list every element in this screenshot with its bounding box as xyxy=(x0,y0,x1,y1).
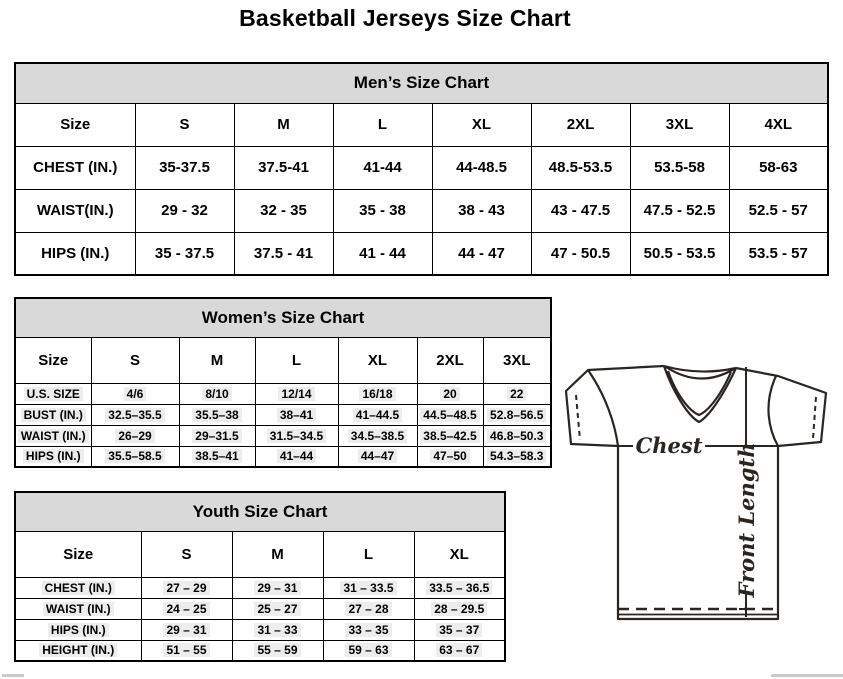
cell: 52.8–56.5 xyxy=(483,404,551,425)
table-row xyxy=(15,189,828,232)
row-label: HEIGHT (IN.) xyxy=(15,640,141,661)
cell: 24 – 25 xyxy=(141,598,232,619)
col-header: S xyxy=(91,337,179,383)
cell: 46.8–50.3 xyxy=(483,425,551,446)
cell: 16/18 xyxy=(338,383,417,404)
cell: 26–29 xyxy=(91,425,179,446)
table-row xyxy=(15,446,551,467)
col-header: L xyxy=(333,103,432,146)
cell: 37.5-41 xyxy=(234,146,333,189)
row-label: CHEST (IN.) xyxy=(15,577,141,598)
cell: 37.5 - 41 xyxy=(234,232,333,275)
table-row xyxy=(15,404,551,425)
cell: 53.5 - 57 xyxy=(729,232,828,275)
cell: 25 – 27 xyxy=(232,598,323,619)
cell: 47–50 xyxy=(417,446,483,467)
cell: 41 - 44 xyxy=(333,232,432,275)
cell: 38 - 43 xyxy=(432,189,531,232)
womens-size-header-row xyxy=(15,337,551,383)
cell: 43 - 47.5 xyxy=(531,189,630,232)
row-label: WAIST (IN.) xyxy=(15,425,91,446)
cell: 32 - 35 xyxy=(234,189,333,232)
womens-table-title: Women’s Size Chart xyxy=(15,298,551,337)
cell: 54.3–58.3 xyxy=(483,446,551,467)
col-header: S xyxy=(135,103,234,146)
cell: 35.5–38 xyxy=(179,404,255,425)
col-header: XL xyxy=(338,337,417,383)
womens-table-title-row xyxy=(15,298,551,337)
col-header: Size xyxy=(15,337,91,383)
cell: 55 – 59 xyxy=(232,640,323,661)
cell: 31 – 33 xyxy=(232,619,323,640)
row-label: CHEST (IN.) xyxy=(15,146,135,189)
cell: 35 - 37.5 xyxy=(135,232,234,275)
youth-table-title-row xyxy=(15,492,505,531)
cell: 29 – 31 xyxy=(232,577,323,598)
cell: 38.5–42.5 xyxy=(417,425,483,446)
cell: 51 – 55 xyxy=(141,640,232,661)
cell: 33 – 35 xyxy=(323,619,414,640)
col-header: Size xyxy=(15,531,141,577)
col-header: L xyxy=(255,337,338,383)
col-header: M xyxy=(232,531,323,577)
mens-size-header-row xyxy=(15,103,828,146)
scrollbar-fragment-left xyxy=(2,674,24,677)
col-header: 2XL xyxy=(531,103,630,146)
col-header: XL xyxy=(414,531,505,577)
row-label: HIPS (IN.) xyxy=(15,619,141,640)
col-header: XL xyxy=(432,103,531,146)
cell: 34.5–38.5 xyxy=(338,425,417,446)
cell: 44 - 47 xyxy=(432,232,531,275)
cell: 27 – 28 xyxy=(323,598,414,619)
table-row xyxy=(15,383,551,404)
cell: 20 xyxy=(417,383,483,404)
chest-measure-label: Chest xyxy=(635,433,703,458)
cell: 8/10 xyxy=(179,383,255,404)
cell: 29–31.5 xyxy=(179,425,255,446)
cell: 52.5 - 57 xyxy=(729,189,828,232)
cell: 47 - 50.5 xyxy=(531,232,630,275)
cell: 44-48.5 xyxy=(432,146,531,189)
front-length-measure-label: Front Length xyxy=(734,442,759,598)
mens-size-chart-table xyxy=(14,62,829,276)
table-row xyxy=(15,425,551,446)
mens-table-title: Men’s Size Chart xyxy=(15,63,828,103)
cell: 31 – 33.5 xyxy=(323,577,414,598)
cell: 35 - 38 xyxy=(333,189,432,232)
cell: 48.5-53.5 xyxy=(531,146,630,189)
cell: 50.5 - 53.5 xyxy=(630,232,729,275)
table-row xyxy=(15,598,505,619)
cell: 53.5-58 xyxy=(630,146,729,189)
row-label: HIPS (IN.) xyxy=(15,446,91,467)
cell: 44–47 xyxy=(338,446,417,467)
cell: 44.5–48.5 xyxy=(417,404,483,425)
cell: 22 xyxy=(483,383,551,404)
cell: 41-44 xyxy=(333,146,432,189)
cell: 58-63 xyxy=(729,146,828,189)
scrollbar-fragment-right xyxy=(771,674,843,677)
table-row xyxy=(15,577,505,598)
table-row xyxy=(15,619,505,640)
col-header: Size xyxy=(15,103,135,146)
cell: 28 – 29.5 xyxy=(414,598,505,619)
cell: 4/6 xyxy=(91,383,179,404)
cell: 35 – 37 xyxy=(414,619,505,640)
table-row xyxy=(15,640,505,661)
jersey-outline xyxy=(566,366,826,619)
row-label: U.S. SIZE xyxy=(15,383,91,404)
cell: 38.5–41 xyxy=(179,446,255,467)
row-label: WAIST(IN.) xyxy=(15,189,135,232)
row-label: BUST (IN.) xyxy=(15,404,91,425)
col-header: M xyxy=(234,103,333,146)
mens-table-title-row xyxy=(15,63,828,103)
youth-size-chart-table xyxy=(14,491,506,662)
table-row xyxy=(15,232,828,275)
cell: 29 - 32 xyxy=(135,189,234,232)
col-header: 3XL xyxy=(483,337,551,383)
womens-size-chart-table xyxy=(14,297,552,468)
col-header: 2XL xyxy=(417,337,483,383)
cell: 35.5–58.5 xyxy=(91,446,179,467)
cell: 27 – 29 xyxy=(141,577,232,598)
cell: 47.5 - 52.5 xyxy=(630,189,729,232)
cell: 31.5–34.5 xyxy=(255,425,338,446)
cell: 41–44.5 xyxy=(338,404,417,425)
jersey-diagram xyxy=(556,358,843,628)
cell: 59 – 63 xyxy=(323,640,414,661)
cell: 29 – 31 xyxy=(141,619,232,640)
col-header: L xyxy=(323,531,414,577)
col-header: 3XL xyxy=(630,103,729,146)
cell: 33.5 – 36.5 xyxy=(414,577,505,598)
row-label: HIPS (IN.) xyxy=(15,232,135,275)
page-title: Basketball Jerseys Size Chart xyxy=(239,5,571,31)
row-label: WAIST (IN.) xyxy=(15,598,141,619)
youth-size-header-row xyxy=(15,531,505,577)
table-row xyxy=(15,146,828,189)
col-header: M xyxy=(179,337,255,383)
cell: 38–41 xyxy=(255,404,338,425)
youth-table-title: Youth Size Chart xyxy=(15,492,505,531)
col-header: 4XL xyxy=(729,103,828,146)
cell: 63 – 67 xyxy=(414,640,505,661)
col-header: S xyxy=(141,531,232,577)
cell: 35-37.5 xyxy=(135,146,234,189)
cell: 12/14 xyxy=(255,383,338,404)
cell: 41–44 xyxy=(255,446,338,467)
cell: 32.5–35.5 xyxy=(91,404,179,425)
